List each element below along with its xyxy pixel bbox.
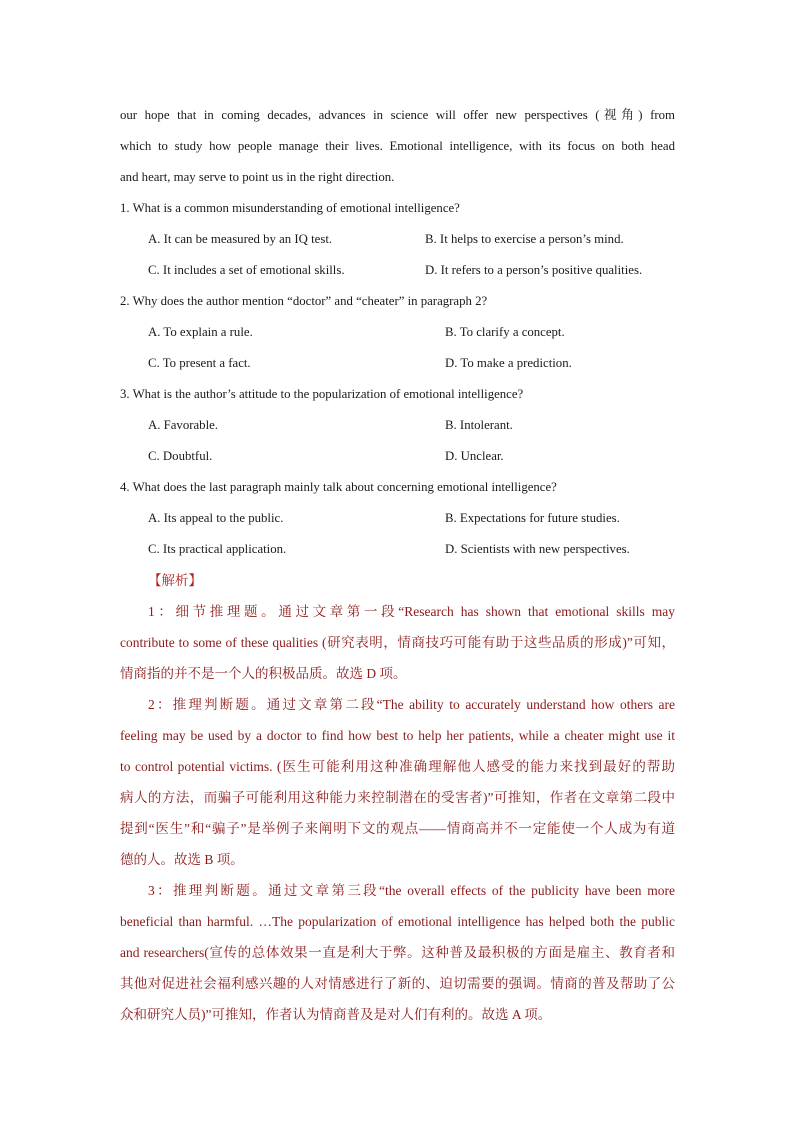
analysis-line: 病人的方法，而骗子可能利用这种能力来控制潜在的受害者)”可推知，作者在文章第二段中 <box>120 790 675 805</box>
option-d: D. Unclear. <box>445 449 504 463</box>
option-row <box>120 348 675 379</box>
option-a: A. To explain a rule. <box>148 325 253 339</box>
option-b: B. It helps to exercise a person’s mind. <box>425 232 624 246</box>
analysis-line: 3：推理判断题。通过文章第三段“the overall effects of the publicity have been more <box>148 883 675 898</box>
option-b: B. To clarify a concept. <box>445 325 565 339</box>
option-c: C. To present a fact. <box>148 356 251 370</box>
option-a: A. It can be measured by an IQ test. <box>148 232 333 246</box>
analysis-line: 1：细节推理题。通过文章第一段“Research has shown that emotional skills may <box>148 604 675 619</box>
option-d: D. It refers to a person’s positive qualities. <box>425 263 643 277</box>
analysis-line: and researchers(宣传的总体效果一直是利大于弊。这种普及最积极的方面是雇主、教育者和 <box>120 945 675 960</box>
analysis-line: beneficial than harmful. …The popularization of emotional intelligence has helped both the public <box>120 914 675 929</box>
document-body <box>120 100 675 1030</box>
analysis-line: 其他对促进社会福利感兴趣的人对情感进行了新的、迫切需要的强调。情商的普及帮助了公 <box>120 976 675 991</box>
passage-line: which to study how people manage their lives. Emotional intelligence, with its focus on both head <box>120 139 675 153</box>
analysis-line: 提到“医生”和“骗子”是举例子来阐明下文的观点——情商高并不一定能使一个人成为有道 <box>120 821 675 836</box>
passage-line: our hope that in coming decades, advances in science will offer new perspectives (视角) from <box>120 108 675 122</box>
option-a: A. Its appeal to the public. <box>148 511 284 525</box>
question-stem: 4. What does the last paragraph mainly talk about concerning emotional intelligence? <box>120 480 557 494</box>
analysis-line: 众和研究人员)”可推知，作者认为情商普及是对人们有利的。故选 A 项。 <box>120 1007 552 1022</box>
analysis-line: contribute to some of these qualities (研究表明，情商技巧可能有助于这些品质的形成)”可知， <box>120 635 675 650</box>
analysis-line: 德的人。故选 B 项。 <box>120 852 244 867</box>
option-d: D. Scientists with new perspectives. <box>445 542 630 556</box>
option-row <box>120 534 675 565</box>
option-b: B. Intolerant. <box>445 418 513 432</box>
option-row <box>120 317 675 348</box>
option-c: C. Doubtful. <box>148 449 213 463</box>
option-row <box>120 255 675 286</box>
analysis-line: 情商指的并不是一个人的积极品质。故选 D 项。 <box>120 666 407 681</box>
option-b: B. Expectations for future studies. <box>445 511 620 525</box>
option-row <box>120 503 675 534</box>
question-stem: 3. What is the author’s attitude to the popularization of emotional intelligence? <box>120 387 524 401</box>
option-a: A. Favorable. <box>148 418 219 432</box>
question-stem: 1. What is a common misunderstanding of emotional intelligence? <box>120 201 460 215</box>
passage-line: and heart, may serve to point us in the right direction. <box>120 170 395 184</box>
analysis-line: feeling may be used by a doctor to find how best to help her patients, while a cheater might use it <box>120 728 675 743</box>
option-row <box>120 410 675 441</box>
option-c: C. It includes a set of emotional skills. <box>148 263 345 277</box>
option-row <box>120 441 675 472</box>
analysis-line: to control potential victims. (医生可能利用这种准确理解他人感受的能力来找到最好的帮助 <box>120 759 675 774</box>
analysis-line: 2：推理判断题。通过文章第二段“The ability to accurately understand how others are <box>148 697 675 712</box>
question-stem: 2. Why does the author mention “doctor” and “cheater” in paragraph 2? <box>120 294 488 308</box>
option-d: D. To make a prediction. <box>445 356 572 370</box>
option-c: C. Its practical application. <box>148 542 287 556</box>
analysis-heading: 【解析】 <box>148 573 202 588</box>
option-row <box>120 224 675 255</box>
